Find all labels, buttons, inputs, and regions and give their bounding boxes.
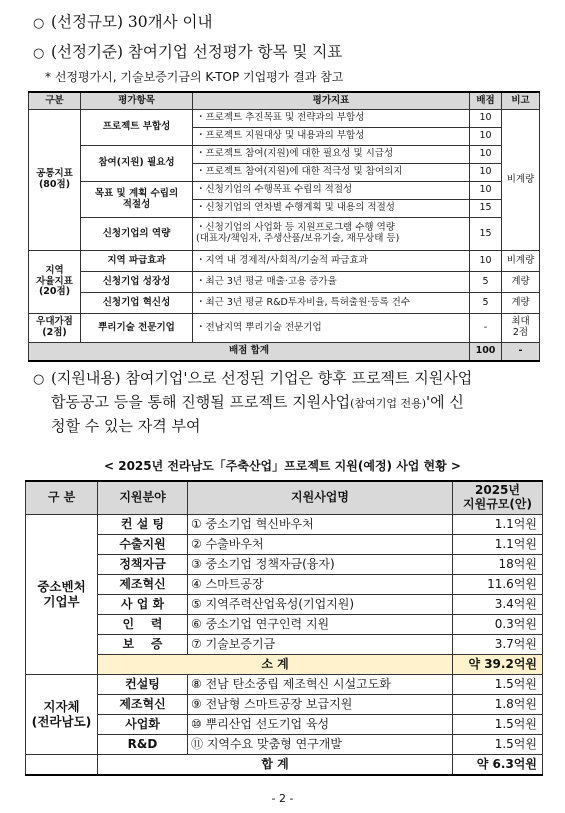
total-row [29, 343, 540, 362]
support-line-1: (지원내용) 참여기업'으로 선정된 기업은 향후 프로젝트 지원사업 [51, 369, 473, 387]
score-cell: 10 [470, 251, 502, 272]
program-name: ⑧ 전남 탄소중립 제조혁신 시설고도화 [188, 675, 453, 695]
indicator-cell: ・신청기업의 사업화 등 지원프로그램 수행 역량 (대표자/책임자, 주생산품/보유기술, 재무상태 등) [193, 218, 470, 251]
amount-cell: 1.5억원 [453, 675, 543, 695]
group-smes: 중소벤처 기업부 [26, 515, 98, 675]
header-program: 지원사업명 [188, 481, 453, 515]
table-row [26, 575, 543, 595]
field-cell: 컨설팅 [98, 675, 188, 695]
selection-criteria-line [33, 40, 342, 62]
score-cell: 5 [470, 293, 502, 314]
field-cell: 제조혁신 [98, 575, 188, 595]
indicator-cell: ・전남지역 뿌리기술 전문기업 [193, 314, 470, 343]
indicator-cell: ・최근 3년 평균 R&D투자비율, 특허출원·등록 건수 [193, 293, 470, 314]
table-row [26, 735, 543, 755]
preferential-label: 우대가점 (2점) [29, 314, 81, 343]
amount-cell: 1.1억원 [453, 535, 543, 555]
program-name: ③ 중소기업 정책자금(융자) [188, 555, 453, 575]
table-row [29, 251, 540, 272]
indicator-cell: ・프로젝트 참여(지원)에 대한 적극성 및 참여의지 [193, 164, 470, 182]
indicator-cell: ・지역 내 경제적/사회적/기술적 파급효과 [193, 251, 470, 272]
table-row [26, 695, 543, 715]
total-amount: 약 6.3억원 [453, 755, 543, 776]
table-row [26, 615, 543, 635]
item-root-tech: 뿌리기술 전문기업 [81, 314, 193, 343]
subtotal-label: 소 계 [98, 655, 453, 675]
program-name: ⑩ 뿌리산업 선도기업 육성 [188, 715, 453, 735]
table-row [26, 675, 543, 695]
table-row [29, 110, 540, 128]
bullet: ○ [33, 16, 45, 31]
table-row [26, 715, 543, 735]
field-cell: 수출지원 [98, 535, 188, 555]
regional-indicator-label: 지역 자율지표 (20점) [29, 251, 81, 314]
header-score: 배점 [470, 92, 502, 110]
field-cell: 보 증 [98, 635, 188, 655]
score-cell: 15 [470, 218, 502, 251]
program-name: ① 중소기업 혁신바우처 [188, 515, 453, 535]
table-row [26, 635, 543, 655]
support-line-3: 청할 수 있는 자격 부여 [51, 417, 201, 435]
remark-nonmetric: 비계량 [502, 251, 540, 272]
program-name: ② 수출바우처 [188, 535, 453, 555]
program-table [25, 480, 543, 776]
score-cell: 10 [470, 146, 502, 164]
selection-scale-text: (선정규모) 30개사 이내 [51, 13, 213, 31]
header-category: 구 분 [26, 481, 98, 515]
amount-cell: 18억원 [453, 555, 543, 575]
table-header-row [26, 481, 543, 515]
program-name: ⑥ 중소기업 연구인력 지원 [188, 615, 453, 635]
remark-metric: 계량 [502, 293, 540, 314]
common-indicator-label: 공통지표 (80점) [29, 110, 81, 251]
indicator-cell: ・프로젝트 참여(지원)에 대한 필요성 및 시급성 [193, 146, 470, 164]
amount-cell: 3.4억원 [453, 595, 543, 615]
total-label: 합 계 [98, 755, 453, 776]
score-cell: - [470, 314, 502, 343]
bullet: ○ [33, 372, 45, 387]
table-row [26, 595, 543, 615]
subtotal-row [26, 655, 543, 675]
score-cell: 10 [470, 110, 502, 128]
header-item: 평가항목 [81, 92, 193, 110]
table-row [26, 535, 543, 555]
item-plan: 목표 및 계획 수립의 적절성 [81, 182, 193, 218]
program-name: ⑤ 지역주력산업육성(기업지원) [188, 595, 453, 615]
table-row [26, 515, 543, 535]
amount-cell: 1.5억원 [453, 735, 543, 755]
indicator-cell: ・신청기업의 연차별 수행계획 및 내용의 적절성 [193, 200, 470, 218]
item-innovation: 신청기업 혁신성 [81, 293, 193, 314]
header-remark: 비고 [502, 92, 540, 110]
amount-cell: 1.5억원 [453, 715, 543, 735]
program-table-title: < 2025년 전라남도「주축산업」프로젝트 지원(예정) 사업 현황 > [104, 459, 461, 473]
table-row [29, 314, 540, 343]
selection-criteria-text: (선정기준) 참여기업 선정평가 항목 및 지표 [51, 43, 343, 61]
table-header-row [29, 92, 540, 110]
score-cell: 5 [470, 272, 502, 293]
support-paragraph [33, 367, 543, 438]
program-name: ⑦ 기술보증기금 [188, 635, 453, 655]
support-line-2-small: (참여기업 전용) [350, 397, 426, 410]
item-spillover: 지역 파급효과 [81, 251, 193, 272]
program-name: ⑨ 전남형 스마트공장 보급지원 [188, 695, 453, 715]
indicator-cell: ・프로젝트 추진목표 및 전략과의 부합성 [193, 110, 470, 128]
group-province: 지자체 (전라남도) [26, 675, 98, 755]
table-row [29, 218, 540, 251]
support-line-2-end: '에 신 [426, 393, 464, 411]
table-row [29, 272, 540, 293]
page-number: - 2 - [271, 792, 294, 805]
remark-nonmetric: 비계량 [502, 110, 540, 251]
bullet: ○ [33, 46, 45, 61]
score-cell: 10 [470, 164, 502, 182]
field-cell: 컨 설 팅 [98, 515, 188, 535]
amount-cell: 3.7억원 [453, 635, 543, 655]
subtotal-amount: 약 39.2억원 [453, 655, 543, 675]
evaluation-note: * 선정평가시, 기술보증기금의 K-TOP 기업평가 결과 참고 [45, 70, 344, 84]
indicator-cell: ・프로젝트 지원대상 및 내용과의 부합성 [193, 128, 470, 146]
header-field: 지원분야 [98, 481, 188, 515]
field-cell: 정책자금 [98, 555, 188, 575]
item-capability: 신청기업의 역량 [81, 218, 193, 251]
header-indicator: 평가지표 [193, 92, 470, 110]
score-cell: 10 [470, 182, 502, 200]
table-row [29, 182, 540, 200]
field-cell: 사 업 화 [98, 595, 188, 615]
item-need: 참여(지원) 필요성 [81, 146, 193, 182]
selection-scale-line [33, 10, 212, 32]
field-cell: 인 력 [98, 615, 188, 635]
remark-max: 최대 2점 [502, 314, 540, 343]
indicator-cell: ・최근 3년 평균 매출·고용 증가율 [193, 272, 470, 293]
evaluation-table [28, 91, 540, 362]
score-cell: 15 [470, 200, 502, 218]
total-score: 100 [470, 343, 502, 362]
indicator-cell: ・신청기업의 수행목표 수립의 적절성 [193, 182, 470, 200]
item-growth: 신청기업 성장성 [81, 272, 193, 293]
remark-metric: 계량 [502, 272, 540, 293]
total-row [26, 755, 543, 776]
program-name: ⑪ 지역수요 맞춤형 연구개발 [188, 735, 453, 755]
program-name: ④ 스마트공장 [188, 575, 453, 595]
table-row [29, 146, 540, 164]
table-row [26, 555, 543, 575]
total-remark: - [502, 343, 540, 362]
total-label: 배점 합계 [29, 343, 470, 362]
support-line-2: 합동공고 등을 통해 진행될 프로젝트 지원사업 [51, 393, 351, 411]
header-budget: 2025년 지원규모(안) [453, 481, 543, 515]
score-cell: 10 [470, 128, 502, 146]
field-cell: 제조혁신 [98, 695, 188, 715]
field-cell: R&D [98, 735, 188, 755]
table-row [29, 293, 540, 314]
amount-cell: 0.3억원 [453, 615, 543, 635]
amount-cell: 11.6억원 [453, 575, 543, 595]
header-category: 구분 [29, 92, 81, 110]
item-project-fit: 프로젝트 부합성 [81, 110, 193, 146]
field-cell: 사업화 [98, 715, 188, 735]
amount-cell: 1.8억원 [453, 695, 543, 715]
total-spacer [26, 755, 98, 776]
amount-cell: 1.1억원 [453, 515, 543, 535]
